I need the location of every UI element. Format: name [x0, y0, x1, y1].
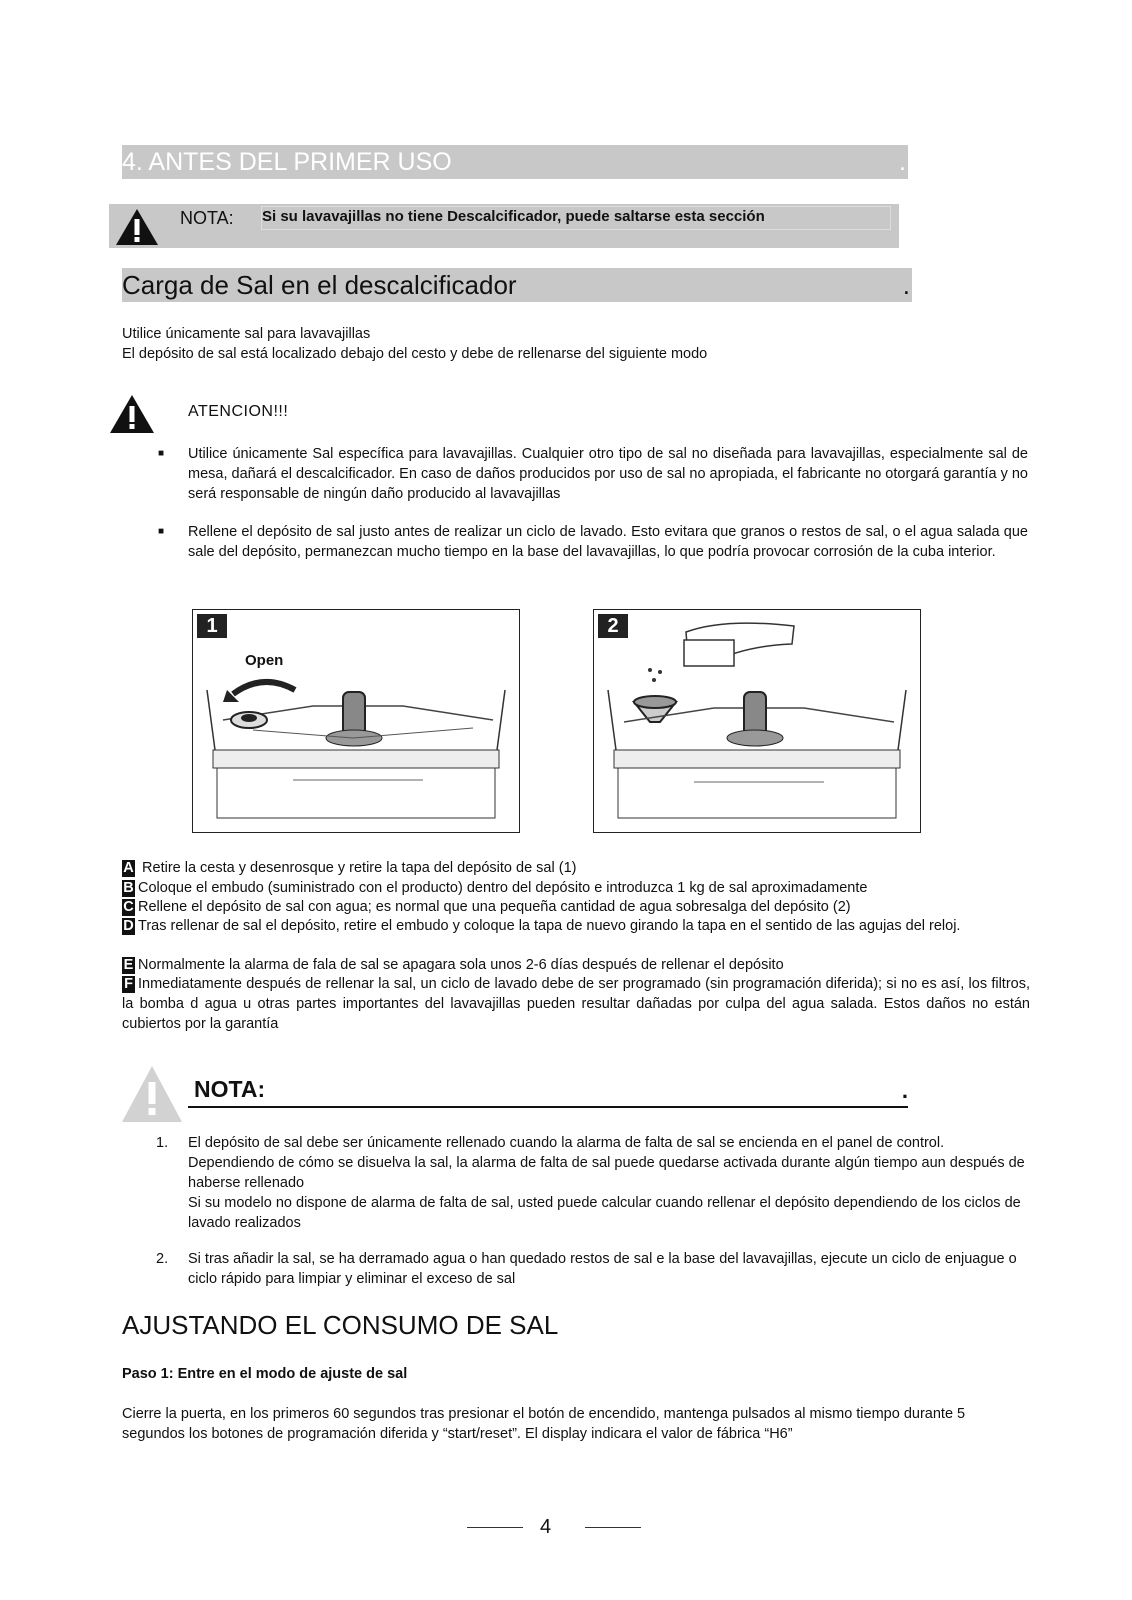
step-f-letter: F	[122, 976, 135, 993]
step-f	[122, 974, 1030, 1034]
bullet-2-marker: ■	[158, 526, 165, 537]
intro-line-1: Utilice únicamente sal para lavavajillas	[122, 326, 371, 342]
figure-2-illustration	[594, 610, 920, 832]
attention-bullet-1: Utilice únicamente Sal específica para lavavajillas. Cualquier otro tipo de sal no diseñada para lavavajillas, especialmente sal de mesa, dañará el descalcificador. En caso de daños producidos por uso de sal no apropiada, el fabricante no otorgará garantía y no será responsable de ningún daño producido al lavavajillas	[188, 446, 1028, 502]
nota-title-row	[188, 1076, 908, 1108]
page-number-line-right	[585, 1527, 641, 1528]
salt-header-title: Carga de Sal en el descalcificador	[122, 270, 517, 300]
consumo-step-text: Cierre la puerta, en los primeros 60 segundos tras presionar el botón de encendido, mantenga pulsados al mismo tiempo durante 5 segundos los botones de programación diferida y “start/reset”. El display indicara el valor de fábrica “H6”	[122, 1406, 966, 1442]
consumo-step-title: Paso 1: Entre en el modo de ajuste de sal	[122, 1366, 408, 1382]
step-a	[122, 858, 1030, 878]
figure-1-open-label: Open	[245, 652, 284, 669]
nota-warning-icon	[120, 1064, 184, 1124]
attention-bullet-2: Rellene el depósito de sal justo antes de realizar un ciclo de lavado. Esto evitara que granos o restos de sal, o el agua salada que sale del depósito, permanezcan mucho tiempo en la base del lavavajillas, lo que podría provocar corrosión de la cuba interior.	[188, 524, 1028, 560]
section-header-dot: .	[899, 148, 906, 176]
step-b-text: Coloque el embudo (suministrado con el producto) dentro del depósito e introduzca 1 kg de sal aproximadamente	[138, 880, 868, 896]
step-f-text: Inmediatamente después de rellenar la sal, un ciclo de lavado debe de ser programado (sin programación diferida); si no es así, los filtros, la bomba d agua u otras partes importantes del lavavajillas pueden resultar dañadas por culpa del agua salada. Estos daños no están cubiertos por la garantía	[122, 976, 1030, 1032]
step-d	[122, 916, 1030, 936]
note-banner-text-box	[261, 206, 891, 230]
step-c-letter: C	[123, 899, 134, 915]
attention-warning-icon	[108, 393, 156, 435]
nota-item-1-text: El depósito de sal debe ser únicamente rellenado cuando la alarma de falta de sal se encienda en el panel de control. Dependiendo de cómo se disuelva la sal, la alarma de falta de sal puede quedarse activada durante algún tiempo aun después de haberse rellenado	[188, 1135, 1025, 1191]
step-a-text: Retire la cesta y desenrosque y retire la tapa del depósito de sal (1)	[138, 860, 577, 876]
nota-item-1	[188, 1133, 1028, 1233]
note-banner-text: Si su lavavajillas no tiene Descalcificador, puede saltarse esta sección	[262, 208, 765, 225]
figure-1-illustration	[193, 610, 519, 832]
nota-item-2-num: 2.	[156, 1251, 169, 1267]
warning-icon	[114, 207, 160, 247]
step-c	[122, 897, 1030, 917]
consumo-title: AJUSTANDO EL CONSUMO DE SAL	[122, 1310, 559, 1340]
figure-1	[192, 609, 520, 833]
bullet-1-marker: ■	[158, 448, 165, 459]
note-banner	[109, 204, 899, 248]
page-number: 4	[540, 1516, 552, 1538]
step-b-letter: B	[123, 880, 134, 896]
nota-dot: .	[901, 1078, 908, 1103]
page-number-line-left	[467, 1527, 523, 1528]
step-b	[122, 878, 1030, 898]
step-a-letter: A	[123, 860, 134, 876]
nota-item-1-num: 1.	[156, 1135, 169, 1151]
intro-line-2: El depósito de sal está localizado debajo del cesto y debe de rellenarse del siguiente modo	[122, 346, 708, 362]
step-c-text: Rellene el depósito de sal con agua; es normal que una pequeña cantidad de agua sobresalga del depósito (2)	[138, 899, 851, 915]
step-e-letter: E	[123, 957, 134, 973]
figure-1-number: 1	[197, 614, 227, 638]
section-title: 4. ANTES DEL PRIMER USO	[122, 148, 452, 176]
step-d-letter: D	[123, 918, 134, 934]
nota-title: NOTA:	[194, 1076, 266, 1102]
figure-2-number: 2	[598, 614, 628, 638]
note-banner-label: NOTA:	[180, 208, 234, 228]
step-e-text: Normalmente la alarma de fala de sal se apagara sola unos 2-6 días después de rellenar el depósito	[138, 957, 784, 973]
attention-title: ATENCION!!!	[188, 403, 289, 420]
step-d-text: Tras rellenar de sal el depósito, retire el embudo y coloque la tapa de nuevo girando la tapa en el sentido de las agujas del reloj.	[138, 918, 961, 934]
salt-header-bar	[122, 268, 912, 302]
salt-header-dot: .	[902, 270, 910, 300]
nota-item-2: Si tras añadir la sal, se ha derramado agua o han quedado restos de sal e la base del lavavajillas, ejecute un ciclo de enjuague o ciclo rápido para limpiar y eliminar el exceso de sal	[188, 1251, 1017, 1287]
nota-item-1-extra: Si su modelo no dispone de alarma de falta de sal, usted puede calcular cuando rellenar el depósito dependiendo de los ciclos de lavado realizados	[188, 1195, 1021, 1231]
section-header-bar	[122, 145, 908, 179]
figure-2	[593, 609, 921, 833]
step-e	[122, 955, 1030, 975]
